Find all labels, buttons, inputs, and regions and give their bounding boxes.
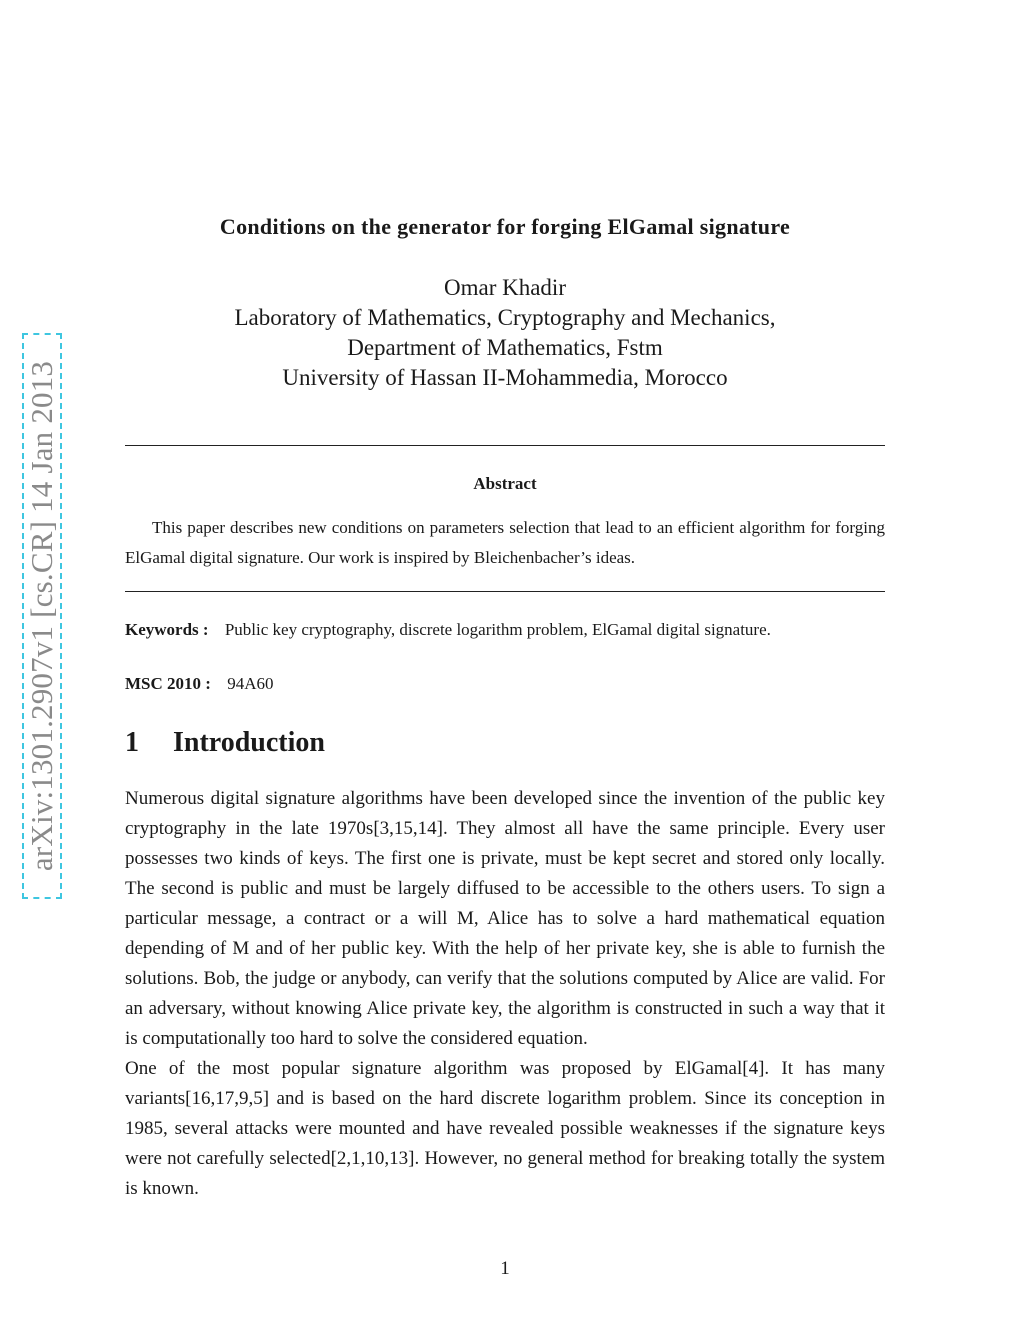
abstract-bottom-rule [125, 591, 885, 592]
author-name: Omar Khadir [444, 275, 566, 300]
page-number: 1 [500, 1258, 510, 1279]
msc-value: 94A60 [227, 674, 274, 693]
author-block [0, 273, 1010, 393]
body-paragraph: Numerous digital signature algorithms have been developed since the invention of the public key cryptography in the late 1970s[3,15,14]. They almost all have the same principle. Every user possesses two kinds of keys. The first one is private, must be kept secret and stored only locally. The second is public and must be largely diffused to be accessible to the others users. To sign a particular message, a contract or a will M, Alice has to solve a hard mathematical equation depending of M and of her public key. With the help of her private key, she is able to furnish the solutions. Bob, the judge or anybody, can verify that the solutions computed by Alice are valid. For an adversary, without knowing Alice private key, the algorithm is constructed in such a way that it is computationally too hard to solve the considered equation. [125, 788, 885, 1049]
section-body [125, 784, 885, 1204]
section-heading [125, 727, 325, 759]
affiliation-line: Laboratory of Mathematics, Cryptography and Mechanics, [234, 305, 776, 330]
affiliation-line: Department of Mathematics, Fstm [347, 335, 663, 360]
section-number: 1 [125, 727, 139, 758]
arxiv-id: arXiv:1301.2907v1 [cs.CR] 14 Jan 2013 [24, 360, 59, 872]
keywords-label: Keywords : [125, 620, 209, 639]
msc-line [125, 674, 885, 694]
body-paragraph: One of the most popular signature algorithm was proposed by ElGamal[4]. It has many variants[16,17,9,5] and is based on the hard discrete logarithm problem. Since its conception in 1985, several attacks were mounted and have revealed possible weaknesses if the signature keys were not carefully selected[2,1,10,13]. However, no general method for breaking totally the system is known. [125, 1058, 885, 1199]
abstract-text: This paper describes new conditions on parameters selection that lead to an efficient algorithm for forging ElGamal digital signature. Our work is inspired by Bleichenbacher’s ideas. [125, 518, 885, 567]
abstract-heading: Abstract [473, 474, 537, 493]
paper-title: Conditions on the generator for forging ElGamal signature [219, 214, 791, 239]
keywords-line [125, 620, 885, 640]
keywords-value: Public key cryptography, discrete logarithm problem, ElGamal digital signature. [224, 620, 771, 639]
arxiv-stamp [22, 333, 62, 899]
abstract-top-rule [125, 445, 885, 446]
section-title: Introduction [173, 727, 325, 758]
msc-label: MSC 2010 : [125, 674, 211, 693]
affiliation-line: University of Hassan II-Mohammedia, Morocco [282, 365, 728, 390]
